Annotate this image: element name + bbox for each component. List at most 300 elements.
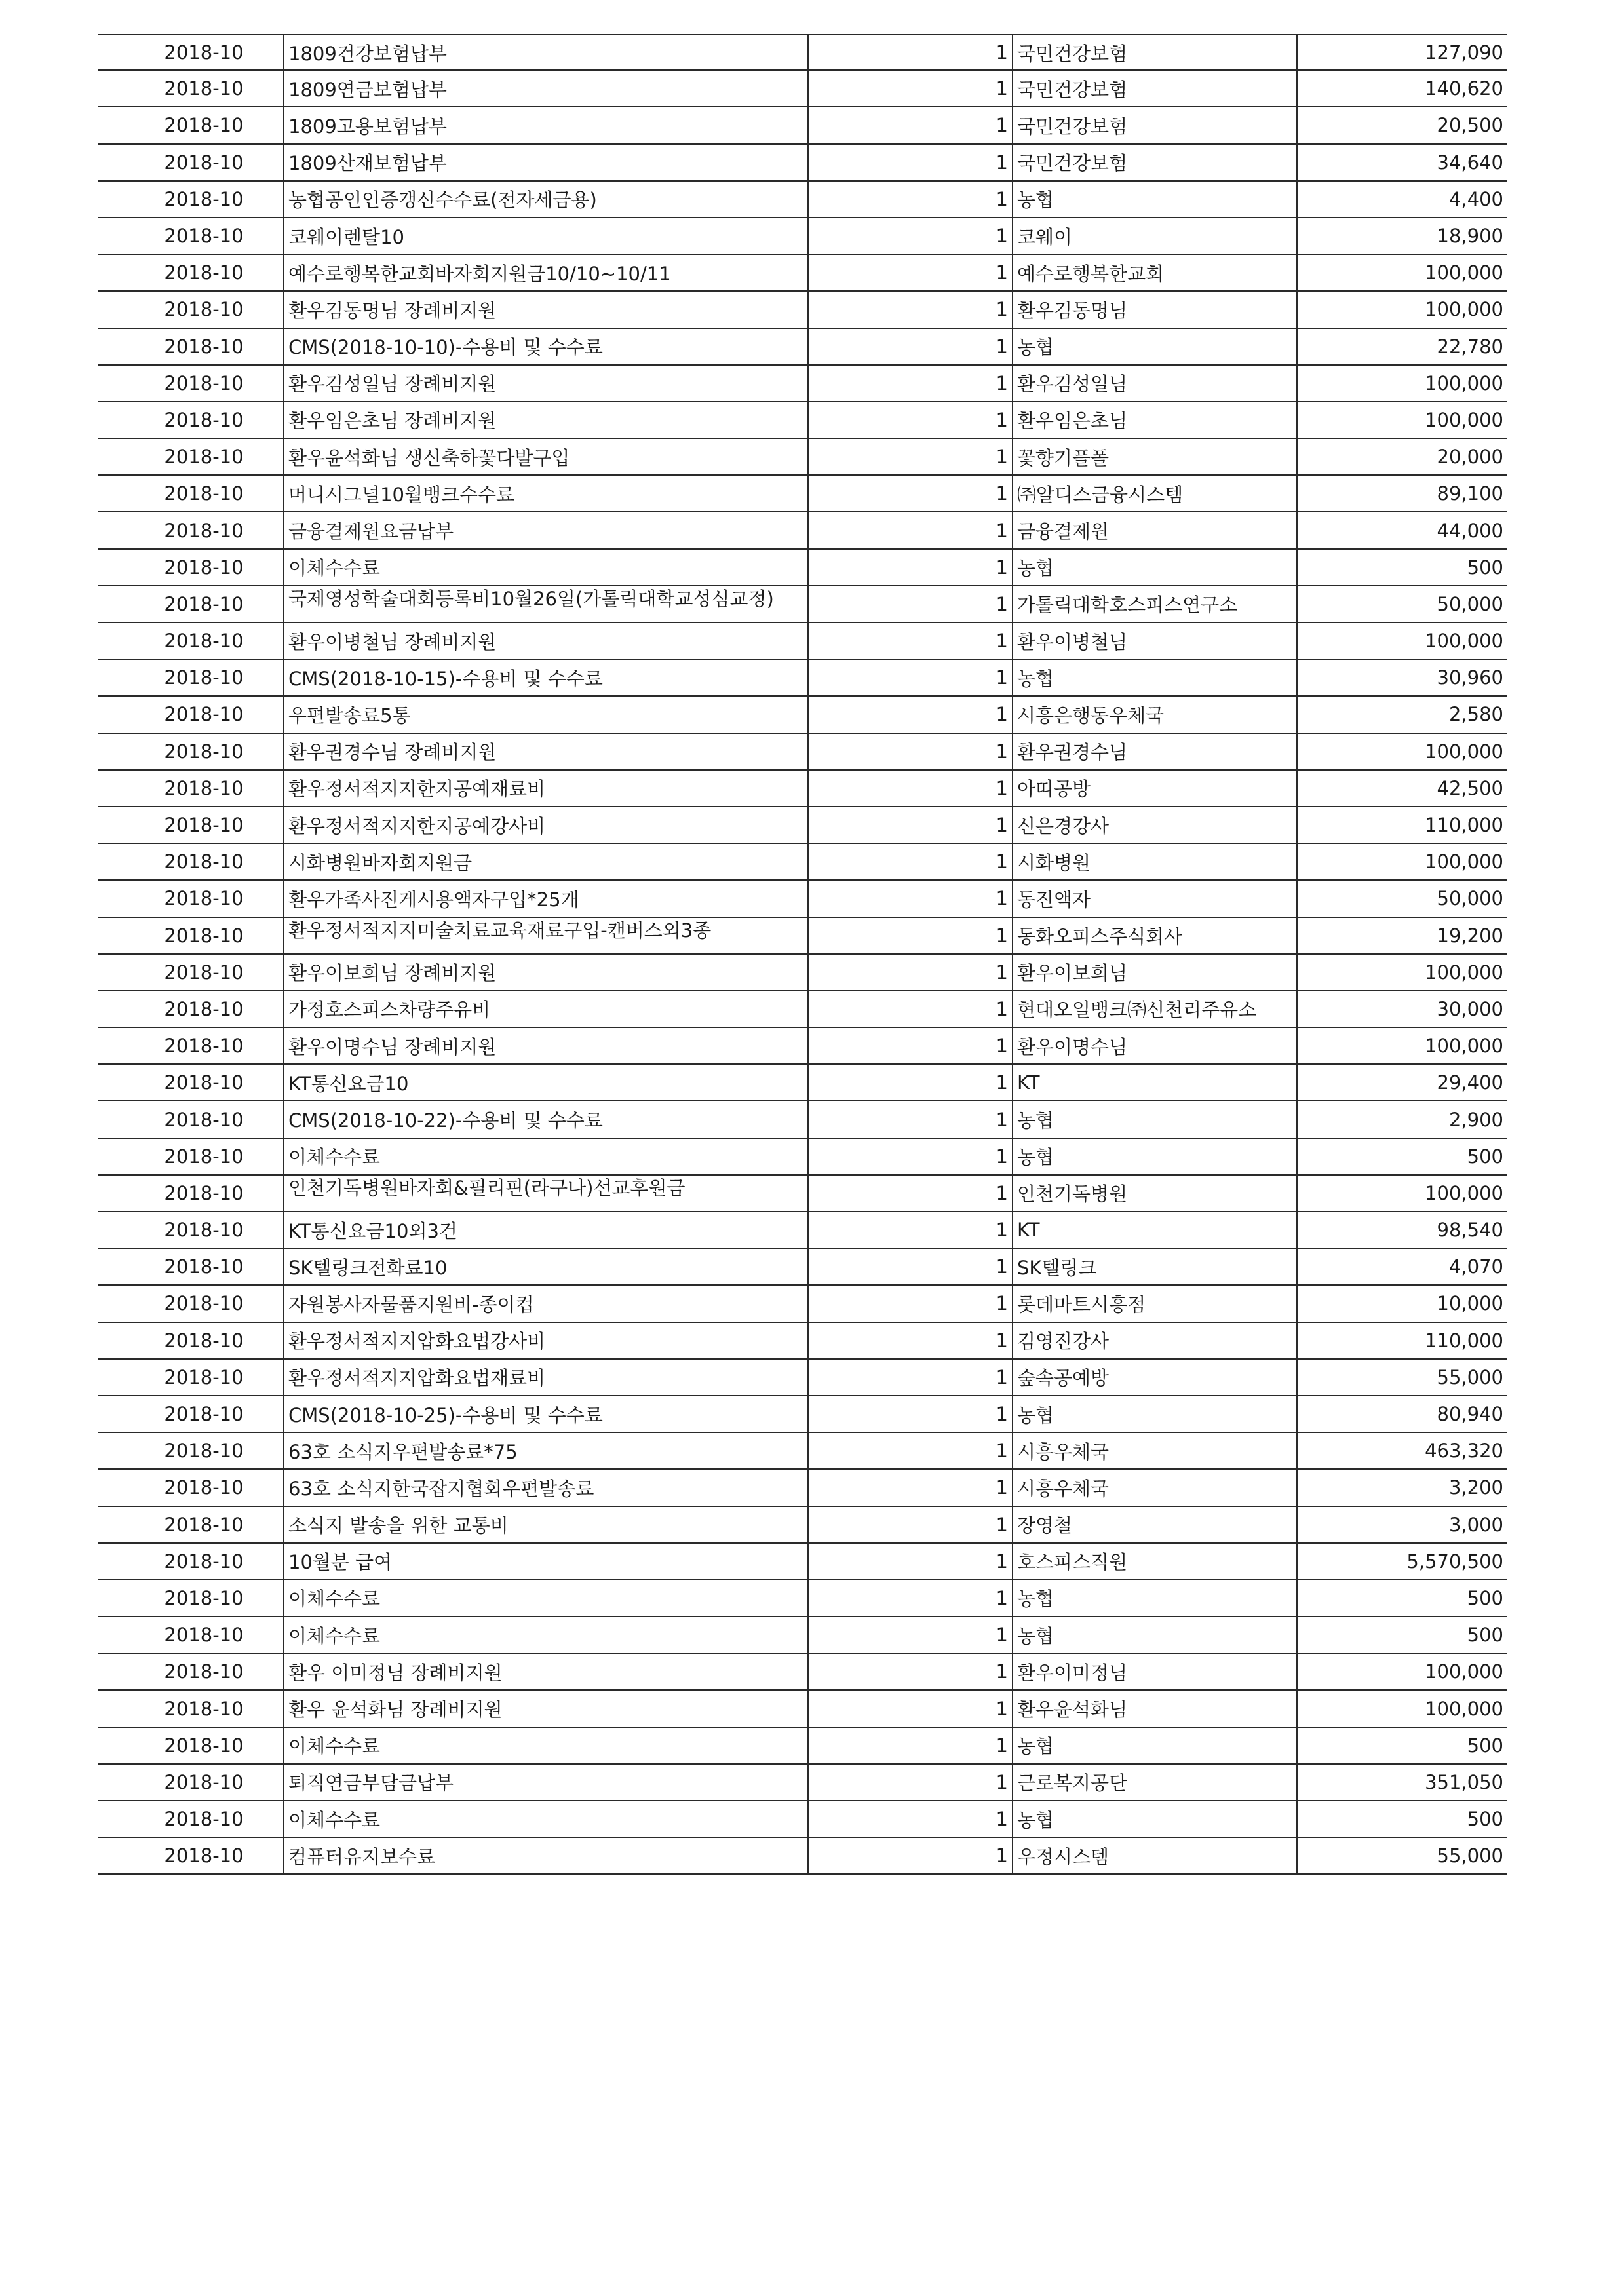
amount-cell: 18,900 [1296,218,1507,254]
date-cell: 2018-10 [164,482,244,505]
description-cell: 63호 소식지한국잡지협회우편발송료 [283,1470,807,1505]
date-cell: 2018-10 [164,814,244,837]
date-cell: 2018-10 [164,1513,244,1536]
quantity-cell: 1 [807,660,1012,695]
expense-ledger-table [98,34,1507,1875]
quantity-cell: 1 [807,218,1012,254]
amount-cell: 100,000 [1296,734,1507,769]
table-row [98,402,1507,439]
description-cell: KT통신요금10 [283,1065,807,1100]
table-row [98,955,1507,991]
amount-cell: 30,960 [1296,660,1507,695]
table-row [98,991,1507,1028]
quantity-cell: 1 [807,145,1012,180]
quantity-cell: 1 [807,1691,1012,1726]
date-cell: 2018-10 [164,1550,244,1573]
table-row [98,329,1507,366]
description-cell: 금융결제원요금납부 [283,512,807,548]
table-row [98,1101,1507,1138]
vendor-cell: 국민건강보험 [1012,107,1296,143]
amount-cell: 98,540 [1296,1212,1507,1248]
vendor-cell: 국민건강보험 [1012,35,1296,69]
description-cell: 63호 소식지우편발송료*75 [283,1433,807,1468]
amount-cell: 110,000 [1296,1323,1507,1358]
amount-cell: 34,640 [1296,145,1507,180]
quantity-cell: 1 [807,1065,1012,1100]
description-cell: 환우이병철님 장례비지원 [283,623,807,659]
description-cell: CMS(2018-10-22)-수용비 및 수수료 [283,1101,807,1137]
description-cell: 환우정서적지지압화요법강사비 [283,1323,807,1358]
description-cell: 예수로행복한교회바자회지원금10/10~10/11 [283,255,807,290]
quantity-cell: 1 [807,1617,1012,1653]
table-row [98,807,1507,844]
date-cell: 2018-10 [164,703,244,726]
description-cell: 환우이보희님 장례비지원 [283,955,807,990]
vendor-cell: 신은경강사 [1012,807,1296,843]
table-row [98,550,1507,586]
amount-cell: 127,090 [1296,35,1507,69]
vendor-cell: 시흥우체국 [1012,1470,1296,1505]
quantity-cell: 1 [807,734,1012,769]
amount-cell: 22,780 [1296,329,1507,364]
table-row [98,1139,1507,1176]
quantity-cell: 1 [807,586,1012,622]
amount-cell: 2,900 [1296,1101,1507,1137]
description-cell: KT통신요금10외3건 [283,1212,807,1248]
table-row [98,1728,1507,1765]
description-cell: 환우정서적지지압화요법재료비 [283,1360,807,1395]
date-cell: 2018-10 [164,1476,244,1499]
table-row [98,1507,1507,1544]
vendor-cell: 환우김성일님 [1012,366,1296,401]
table-row [98,1691,1507,1727]
table-row [98,881,1507,917]
date-cell: 2018-10 [164,1697,244,1720]
date-cell: 2018-10 [164,1108,244,1131]
vendor-cell: 예수로행복한교회 [1012,255,1296,290]
description-cell: 10월분 급여 [283,1544,807,1579]
table-row [98,1617,1507,1654]
description-cell: 코웨이렌탈10 [283,218,807,254]
amount-cell: 55,000 [1296,1360,1507,1395]
date-cell: 2018-10 [164,1035,244,1058]
description-cell: 1809연금보험납부 [283,71,807,106]
date-cell: 2018-10 [164,1403,244,1426]
table-row [98,1360,1507,1396]
quantity-cell: 1 [807,292,1012,327]
date-cell: 2018-10 [164,740,244,763]
description-cell: 소식지 발송을 위한 교통비 [283,1507,807,1542]
vendor-cell: 농협 [1012,1396,1296,1432]
table-row [98,512,1507,549]
table-row [98,697,1507,733]
date-cell: 2018-10 [164,1255,244,1278]
quantity-cell: 1 [807,512,1012,548]
description-cell: 환우 이미정님 장례비지원 [283,1654,807,1689]
quantity-cell: 1 [807,107,1012,143]
quantity-cell: 1 [807,1544,1012,1579]
quantity-cell: 1 [807,1101,1012,1137]
quantity-cell: 1 [807,255,1012,290]
date-cell: 2018-10 [164,924,244,947]
quantity-cell: 1 [807,881,1012,916]
amount-cell: 20,000 [1296,439,1507,474]
date-cell: 2018-10 [164,1329,244,1352]
table-row [98,1433,1507,1470]
table-row [98,292,1507,328]
quantity-cell: 1 [807,182,1012,217]
vendor-cell: 환우이병철님 [1012,623,1296,659]
vendor-cell: 환우윤석화님 [1012,1691,1296,1726]
date-cell: 2018-10 [164,1586,244,1609]
table-row [98,71,1507,107]
date-cell: 2018-10 [164,776,244,799]
description-cell: 환우이명수님 장례비지원 [283,1028,807,1063]
date-cell: 2018-10 [164,151,244,174]
description-cell: 인천기독병원바자회&필리핀(라구나)선교후원금 [283,1176,807,1211]
description-cell: CMS(2018-10-15)-수용비 및 수수료 [283,660,807,695]
quantity-cell: 1 [807,1028,1012,1063]
quantity-cell: 1 [807,1654,1012,1689]
quantity-cell: 1 [807,550,1012,585]
quantity-cell: 1 [807,1765,1012,1800]
amount-cell: 20,500 [1296,107,1507,143]
description-cell: 머니시그널10월뱅크수수료 [283,476,807,511]
vendor-cell: 근로복지공단 [1012,1765,1296,1800]
description-cell: 자원봉사자물품지원비-종이컵 [283,1286,807,1321]
amount-cell: 100,000 [1296,844,1507,879]
description-cell: 환우정서적지지미술치료교육재료구입-캔버스외3종 [283,918,807,953]
date-cell: 2018-10 [164,114,244,137]
quantity-cell: 1 [807,623,1012,659]
table-row [98,255,1507,292]
table-row [98,586,1507,623]
quantity-cell: 1 [807,771,1012,806]
amount-cell: 100,000 [1296,402,1507,438]
table-row [98,734,1507,771]
description-cell: 환우윤석화님 생신축하꽃다발구입 [283,439,807,474]
table-row [98,476,1507,512]
description-cell: 환우가족사진게시용액자구입*25개 [283,881,807,916]
description-cell: CMS(2018-10-25)-수용비 및 수수료 [283,1396,807,1432]
quantity-cell: 1 [807,71,1012,106]
date-cell: 2018-10 [164,372,244,394]
date-cell: 2018-10 [164,997,244,1020]
date-cell: 2018-10 [164,335,244,358]
vendor-cell: ㈜알디스금융시스템 [1012,476,1296,511]
vendor-cell: 시흥은행동우체국 [1012,697,1296,732]
description-cell: 환우정서적지지한지공예재료비 [283,771,807,806]
quantity-cell: 1 [807,1323,1012,1358]
quantity-cell: 1 [807,1433,1012,1468]
table-row [98,1654,1507,1691]
vendor-cell: 농협 [1012,550,1296,585]
amount-cell: 42,500 [1296,771,1507,806]
table-row [98,1286,1507,1322]
amount-cell: 463,320 [1296,1433,1507,1468]
vendor-cell: 시흥우체국 [1012,1433,1296,1468]
table-row [98,918,1507,955]
date-cell: 2018-10 [164,261,244,284]
table-row [98,1470,1507,1506]
quantity-cell: 1 [807,329,1012,364]
table-row [98,34,1507,71]
amount-cell: 100,000 [1296,1654,1507,1689]
quantity-cell: 1 [807,991,1012,1027]
amount-cell: 55,000 [1296,1838,1507,1873]
amount-cell: 500 [1296,1728,1507,1763]
table-row [98,1028,1507,1065]
table-row [98,1249,1507,1286]
table-row [98,771,1507,807]
vendor-cell: 가톨릭대학호스피스연구소 [1012,586,1296,622]
amount-cell: 100,000 [1296,255,1507,290]
description-cell: 1809고용보험납부 [283,107,807,143]
description-cell: 1809건강보험납부 [283,35,807,69]
description-cell: 이체수수료 [283,1580,807,1616]
date-cell: 2018-10 [164,1145,244,1168]
amount-cell: 100,000 [1296,1028,1507,1063]
amount-cell: 100,000 [1296,366,1507,401]
date-cell: 2018-10 [164,41,244,64]
table-row [98,1580,1507,1617]
date-cell: 2018-10 [164,1219,244,1242]
date-cell: 2018-10 [164,1845,244,1867]
amount-cell: 50,000 [1296,586,1507,622]
description-cell: 이체수수료 [283,550,807,585]
vendor-cell: 롯데마트시흥점 [1012,1286,1296,1321]
date-cell: 2018-10 [164,187,244,210]
quantity-cell: 1 [807,1470,1012,1505]
date-cell: 2018-10 [164,1808,244,1831]
vendor-cell: 농협 [1012,1617,1296,1653]
vendor-cell: 코웨이 [1012,218,1296,254]
quantity-cell: 1 [807,1139,1012,1174]
description-cell: 환우김성일님 장례비지원 [283,366,807,401]
quantity-cell: 1 [807,844,1012,879]
date-cell: 2018-10 [164,408,244,431]
date-cell: 2018-10 [164,961,244,984]
table-row [98,1323,1507,1360]
amount-cell: 29,400 [1296,1065,1507,1100]
vendor-cell: 농협 [1012,1728,1296,1763]
date-cell: 2018-10 [164,1660,244,1683]
description-cell: 이체수수료 [283,1139,807,1174]
description-cell: 국제영성학술대회등록비10월26일(가톨릭대학교성심교정) [283,586,807,622]
vendor-cell: 농협 [1012,182,1296,217]
table-row [98,182,1507,218]
quantity-cell: 1 [807,366,1012,401]
description-cell: 환우정서적지지한지공예강사비 [283,807,807,843]
date-cell: 2018-10 [164,556,244,579]
table-row [98,218,1507,255]
amount-cell: 80,940 [1296,1396,1507,1432]
date-cell: 2018-10 [164,77,244,100]
date-cell: 2018-10 [164,666,244,689]
vendor-cell: 농협 [1012,329,1296,364]
quantity-cell: 1 [807,1580,1012,1616]
quantity-cell: 1 [807,1176,1012,1211]
amount-cell: 500 [1296,1801,1507,1837]
amount-cell: 30,000 [1296,991,1507,1027]
table-row [98,1065,1507,1101]
amount-cell: 4,400 [1296,182,1507,217]
vendor-cell: 김영진강사 [1012,1323,1296,1358]
date-cell: 2018-10 [164,519,244,542]
vendor-cell: 환우이미정님 [1012,1654,1296,1689]
description-cell: 시화병원바자회지원금 [283,844,807,879]
amount-cell: 10,000 [1296,1286,1507,1321]
date-cell: 2018-10 [164,446,244,469]
description-cell: 농협공인인증갱신수수료(전자세금용) [283,182,807,217]
table-row [98,623,1507,660]
vendor-cell: 동진액자 [1012,881,1296,916]
date-cell: 2018-10 [164,1366,244,1388]
table-row [98,1396,1507,1433]
amount-cell: 500 [1296,550,1507,585]
amount-cell: 4,070 [1296,1249,1507,1284]
vendor-cell: 호스피스직원 [1012,1544,1296,1579]
vendor-cell: 국민건강보험 [1012,145,1296,180]
description-cell: 이체수수료 [283,1801,807,1837]
quantity-cell: 1 [807,1396,1012,1432]
date-cell: 2018-10 [164,1624,244,1647]
amount-cell: 5,570,500 [1296,1544,1507,1579]
amount-cell: 140,620 [1296,71,1507,106]
amount-cell: 500 [1296,1139,1507,1174]
description-cell: 환우권경수님 장례비지원 [283,734,807,769]
amount-cell: 100,000 [1296,292,1507,327]
amount-cell: 500 [1296,1580,1507,1616]
vendor-cell: 농협 [1012,1101,1296,1137]
description-cell: SK텔링크전화료10 [283,1249,807,1284]
amount-cell: 89,100 [1296,476,1507,511]
table-row [98,1176,1507,1212]
amount-cell: 100,000 [1296,955,1507,990]
amount-cell: 3,200 [1296,1470,1507,1505]
description-cell: 이체수수료 [283,1617,807,1653]
table-row [98,660,1507,697]
vendor-cell: 농협 [1012,1139,1296,1174]
vendor-cell: 꽃향기플폴 [1012,439,1296,474]
table-row [98,366,1507,402]
amount-cell: 100,000 [1296,623,1507,659]
quantity-cell: 1 [807,1801,1012,1837]
quantity-cell: 1 [807,697,1012,732]
table-row [98,107,1507,144]
description-cell: 가정호스피스차량주유비 [283,991,807,1027]
amount-cell: 100,000 [1296,1691,1507,1726]
amount-cell: 44,000 [1296,512,1507,548]
vendor-cell: 현대오일뱅크㈜신천리주유소 [1012,991,1296,1027]
vendor-cell: SK텔링크 [1012,1249,1296,1284]
amount-cell: 3,000 [1296,1507,1507,1542]
date-cell: 2018-10 [164,298,244,321]
quantity-cell: 1 [807,476,1012,511]
table-row [98,145,1507,182]
vendor-cell: 환우김동명님 [1012,292,1296,327]
quantity-cell: 1 [807,1507,1012,1542]
quantity-cell: 1 [807,35,1012,69]
vendor-cell: 농협 [1012,660,1296,695]
vendor-cell: 환우이보희님 [1012,955,1296,990]
quantity-cell: 1 [807,918,1012,953]
quantity-cell: 1 [807,439,1012,474]
vendor-cell: 아띠공방 [1012,771,1296,806]
description-cell: 환우 윤석화님 장례비지원 [283,1691,807,1726]
amount-cell: 100,000 [1296,1176,1507,1211]
amount-cell: 351,050 [1296,1765,1507,1800]
description-cell: CMS(2018-10-10)-수용비 및 수수료 [283,329,807,364]
description-cell: 1809산재보험납부 [283,145,807,180]
quantity-cell: 1 [807,1212,1012,1248]
vendor-cell: 환우이명수님 [1012,1028,1296,1063]
description-cell: 퇴직연금부담금납부 [283,1765,807,1800]
date-cell: 2018-10 [164,1071,244,1094]
amount-cell: 500 [1296,1617,1507,1653]
quantity-cell: 1 [807,1360,1012,1395]
quantity-cell: 1 [807,1286,1012,1321]
table-row [98,1801,1507,1838]
vendor-cell: KT [1012,1212,1296,1248]
table-row [98,844,1507,881]
table-row [98,1838,1507,1875]
amount-cell: 2,580 [1296,697,1507,732]
date-cell: 2018-10 [164,592,244,615]
quantity-cell: 1 [807,402,1012,438]
table-row [98,1212,1507,1249]
date-cell: 2018-10 [164,1292,244,1315]
vendor-cell: 환우임은초님 [1012,402,1296,438]
quantity-cell: 1 [807,955,1012,990]
vendor-cell: 국민건강보험 [1012,71,1296,106]
description-cell: 환우김동명님 장례비지원 [283,292,807,327]
vendor-cell: 인천기독병원 [1012,1176,1296,1211]
quantity-cell: 1 [807,807,1012,843]
date-cell: 2018-10 [164,630,244,653]
vendor-cell: 환우권경수님 [1012,734,1296,769]
description-cell: 컴퓨터유지보수료 [283,1838,807,1873]
table-row [98,439,1507,476]
vendor-cell: 농협 [1012,1580,1296,1616]
amount-cell: 50,000 [1296,881,1507,916]
date-cell: 2018-10 [164,225,244,248]
table-row [98,1765,1507,1801]
quantity-cell: 1 [807,1249,1012,1284]
date-cell: 2018-10 [164,1734,244,1757]
description-cell: 우편발송료5통 [283,697,807,732]
vendor-cell: KT [1012,1065,1296,1100]
quantity-cell: 1 [807,1728,1012,1763]
amount-cell: 19,200 [1296,918,1507,953]
description-cell: 이체수수료 [283,1728,807,1763]
vendor-cell: 동화오피스주식회사 [1012,918,1296,953]
date-cell: 2018-10 [164,887,244,910]
vendor-cell: 시화병원 [1012,844,1296,879]
date-cell: 2018-10 [164,1770,244,1793]
vendor-cell: 장영철 [1012,1507,1296,1542]
amount-cell: 110,000 [1296,807,1507,843]
vendor-cell: 숲속공예방 [1012,1360,1296,1395]
vendor-cell: 우정시스템 [1012,1838,1296,1873]
quantity-cell: 1 [807,1838,1012,1873]
table-row [98,1544,1507,1580]
date-cell: 2018-10 [164,1181,244,1204]
description-cell: 환우임은초님 장례비지원 [283,402,807,438]
date-cell: 2018-10 [164,1440,244,1463]
vendor-cell: 금융결제원 [1012,512,1296,548]
vendor-cell: 농협 [1012,1801,1296,1837]
